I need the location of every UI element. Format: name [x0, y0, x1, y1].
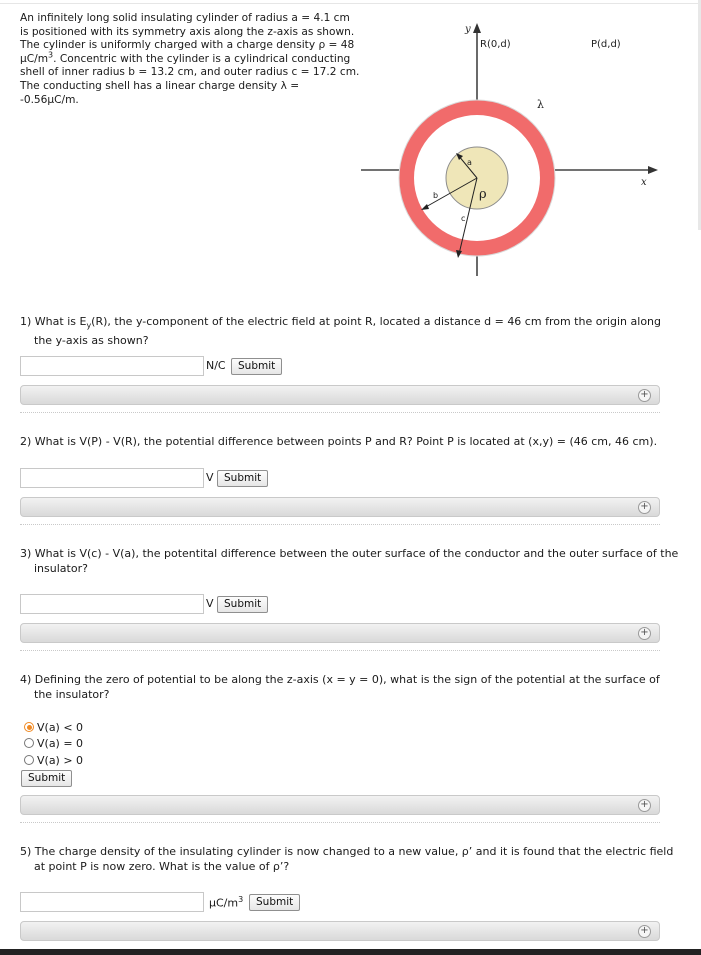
question-text: y-axis as shown? [55, 334, 149, 348]
subscript: y [86, 321, 92, 331]
hint-bar-q2[interactable] [20, 497, 660, 517]
question-4 [20, 672, 679, 702]
unit-exponent: 3 [48, 50, 54, 60]
statement-line: An infinitely long solid insulating cylinder of radius a = 4.1 cm [20, 12, 350, 24]
radio-option[interactable] [24, 753, 83, 768]
unit-label: V [206, 471, 214, 484]
x-axis-label: x [641, 177, 647, 188]
radio-label: V(a) = 0 [37, 737, 84, 750]
radio-button[interactable] [24, 738, 34, 748]
submit-button-q4[interactable]: Submit [21, 770, 72, 787]
plus-circle-icon[interactable]: + [638, 925, 651, 938]
answer-input-q2[interactable] [20, 468, 204, 488]
statement-line [20, 50, 360, 67]
question-text: insulator? [34, 562, 88, 575]
hint-bar-q3[interactable] [20, 623, 660, 643]
hint-bar-q4[interactable] [20, 795, 660, 815]
plus-circle-icon[interactable]: + [638, 501, 651, 514]
question-number: 4) [20, 673, 32, 686]
statement-line: is positioned with its symmetry axis along the z-axis as shown. [20, 25, 355, 38]
unit-label [209, 895, 243, 910]
radius-a-label: a [467, 158, 472, 167]
radio-button-selected[interactable] [24, 722, 34, 732]
question-text: Defining the zero of potential to be along the z-axis (x = y = 0), what is the sign of the potential at the surface of the [34, 673, 660, 701]
question-text: (R), the y-component of the electric field at point R, located a distance d = 46 cm from the origin along the [34, 315, 662, 348]
point-r-label: R(0,d) [480, 39, 511, 50]
y-axis-label: y [465, 24, 471, 35]
divider [20, 822, 660, 823]
lambda-label: λ [537, 98, 544, 111]
answer-input-q1[interactable] [20, 356, 204, 376]
statement-line: shell of inner radius b = 13.2 cm, and outer radius c = 17.2 cm. [20, 66, 360, 79]
rho-label: ρ [479, 187, 487, 202]
question-text: at point P is now zero. What is the value of ρ’? [34, 860, 290, 873]
bottom-border [0, 949, 701, 955]
question-5 [20, 844, 679, 874]
cylinder-diagram [355, 18, 675, 280]
divider [20, 650, 660, 651]
question-3 [20, 546, 679, 576]
unit-label: V [206, 597, 214, 610]
question-number: 3) [20, 547, 32, 560]
radius-b-label: b [433, 191, 439, 200]
unit-text: μC/m [209, 896, 239, 910]
submit-button-q3[interactable]: Submit [217, 596, 268, 613]
unit-text: μC/m [20, 52, 49, 65]
question-text: What is E [34, 315, 87, 328]
question-number: 2) [20, 435, 32, 448]
question-number: 1) [20, 315, 32, 328]
question-1 [20, 314, 679, 348]
submit-button-q1[interactable]: Submit [231, 358, 282, 375]
statement-line: -0.56μC/m. [20, 93, 79, 106]
statement-text: . Concentric with the cylinder is a cylindrical conducting [53, 52, 351, 65]
question-text: insulator? [55, 688, 110, 701]
submit-button-q2[interactable]: Submit [217, 470, 268, 487]
submit-button-q5[interactable]: Submit [249, 894, 300, 911]
plus-circle-icon[interactable]: + [638, 627, 651, 640]
radio-option[interactable] [24, 736, 83, 751]
radius-c-label: c [461, 214, 466, 223]
problem-statement [20, 12, 360, 107]
answer-input-q5[interactable] [20, 892, 204, 912]
question-text: What is V(P) - V(R), the potential difference between points P and R? Point P is located at (x,y) = (46 cm, 46 cm). [34, 435, 658, 448]
question-text: What is V(c) - V(a), the potentital difference between the outer surface of the conductor and the outer surface of the [34, 547, 679, 560]
plus-circle-icon[interactable]: + [638, 799, 651, 812]
unit-exponent: 3 [238, 895, 244, 904]
radio-label: V(a) < 0 [37, 721, 84, 734]
statement-line: The cylinder is uniformly charged with a charge density ρ = 48 [20, 39, 355, 52]
answer-input-q3[interactable] [20, 594, 204, 614]
unit-label: N/C [206, 359, 226, 372]
hint-bar-q1[interactable] [20, 385, 660, 405]
radio-label: V(a) > 0 [37, 754, 84, 767]
divider [20, 412, 660, 413]
hint-bar-q5[interactable] [20, 921, 660, 941]
plus-circle-icon[interactable]: + [638, 389, 651, 402]
x-axis-arrow [648, 166, 658, 174]
y-axis-arrow [473, 23, 481, 33]
point-p-label: P(d,d) [591, 39, 621, 50]
question-2 [20, 434, 679, 449]
statement-line: The conducting shell has a linear charge density λ = [20, 79, 300, 92]
top-divider [0, 3, 701, 4]
question-text: The charge density of the insulating cylinder is now changed to a new value, ρ’ and it is found that the electric field [34, 845, 674, 858]
question-number: 5) [20, 845, 32, 858]
radio-button[interactable] [24, 755, 34, 765]
radio-option[interactable] [24, 720, 83, 735]
divider [20, 524, 660, 525]
